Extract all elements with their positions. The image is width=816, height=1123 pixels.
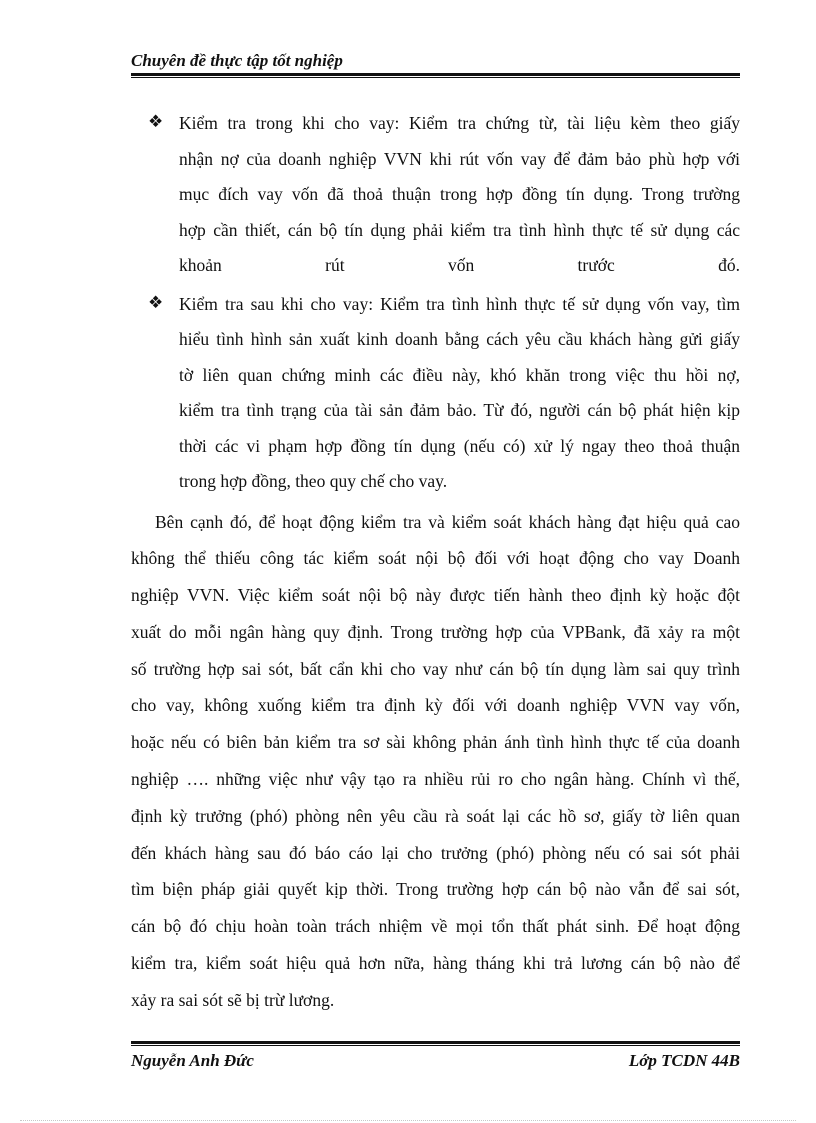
text-line: mục đích vay vốn đã thoả thuận trong hợp đồng tín dụng. Trong trường (179, 184, 740, 204)
text-line: thời các vi phạm hợp đồng tín dụng (nếu có) xử lý ngay theo thoả thuận (179, 435, 740, 456)
text-line: kiểm tra tình trạng của tài sản đảm bảo. Từ đó, người cán bộ phát hiện kịp (179, 400, 740, 420)
bullet-item (131, 106, 740, 284)
document-title: Chuyên đề thực tập tốt nghiệp (131, 51, 343, 70)
text-line: Kiểm tra sau khi cho vay: Kiểm tra tình hình thực tế sử dụng vốn vay, tìm (179, 293, 740, 314)
document-body (131, 106, 740, 1019)
header-rule-thin (131, 77, 740, 78)
text-line: xuất do mỗi ngân hàng quy định. Trong trường hợp của VPBank, đã xảy ra một (131, 621, 740, 642)
text-line: trong hợp đồng, theo quy chế cho vay. (179, 471, 448, 491)
text-line: hoặc nếu có biên bản kiểm tra sơ sài không phản ánh tình hình thực tế của doanh (131, 732, 740, 753)
footer-rule-thin (131, 1045, 740, 1046)
page-footer (131, 1041, 740, 1072)
diamond-bullet-icon: ❖ (148, 112, 164, 131)
text-line: Kiểm tra trong khi cho vay: Kiểm tra chứng từ, tài liệu kèm theo giấy (179, 113, 740, 133)
author-name: Nguyễn Anh Đức (131, 1051, 254, 1070)
text-line: nghiệp …. những việc như vậy tạo ra nhiều rủi ro cho ngân hàng. Chính vì thế, (131, 769, 740, 790)
text-line: tờ liên quan chứng minh các điều này, khó khăn trong việc thu hồi nợ, (179, 364, 740, 385)
text-line: xảy ra sai sót sẽ bị trừ lương. (131, 989, 335, 1010)
body-paragraph (131, 504, 740, 1019)
page-header (131, 50, 740, 78)
diamond-bullet-icon: ❖ (148, 292, 164, 312)
text-line: nghiệp VVN. Việc kiểm soát nội bộ này được tiến hành theo định kỳ hoặc đột (131, 585, 740, 606)
text-line: kiểm tra, kiểm soát hiệu quả hơn nữa, hàng tháng khi trả lương cán bộ nào để (131, 953, 740, 974)
text-line: số trường hợp sai sót, bất cẩn khi cho vay như cán bộ tín dụng làm sai quy trình (131, 658, 740, 679)
text-line: khoản rút vốn trước đó. (179, 255, 740, 275)
text-line: không thể thiếu công tác kiểm soát nội bộ đối với hoạt động cho vay Doanh (131, 548, 740, 569)
text-line: Bên cạnh đó, để hoạt động kiểm tra và kiểm soát khách hàng đạt hiệu quả cao (155, 511, 740, 532)
text-line: hiểu tình hình sản xuất kinh doanh bằng cách yêu cầu khách hàng gửi giấy (179, 329, 740, 349)
text-line: định kỳ trưởng (phó) phòng nên yêu cầu rà soát lại các hồ sơ, giấy tờ liên quan (131, 805, 740, 826)
bullet-item (131, 287, 740, 500)
text-line: tìm biện pháp giải quyết kịp thời. Trong trường hợp cán bộ nào vẫn để sai sót, (131, 879, 740, 900)
text-line: cho vay, không xuống kiểm tra định kỳ đối với doanh nghiệp VVN vay vốn, (131, 695, 740, 716)
page-bottom-divider (20, 1120, 796, 1121)
text-line: nhận nợ của doanh nghiệp VVN khi rút vốn vay để đảm bảo phù hợp với (179, 148, 740, 169)
text-line: hợp cần thiết, cán bộ tín dụng phải kiểm tra tình hình thực tế sử dụng các (179, 219, 740, 240)
text-line: cán bộ đó chịu hoàn toàn trách nhiệm về mọi tổn thất phát sinh. Để hoạt động (131, 916, 740, 937)
text-line: đến khách hàng sau đó báo cáo lại cho trưởng (phó) phòng nếu có sai sót phải (131, 842, 740, 863)
class-label: Lớp TCDN 44B (628, 1051, 740, 1070)
